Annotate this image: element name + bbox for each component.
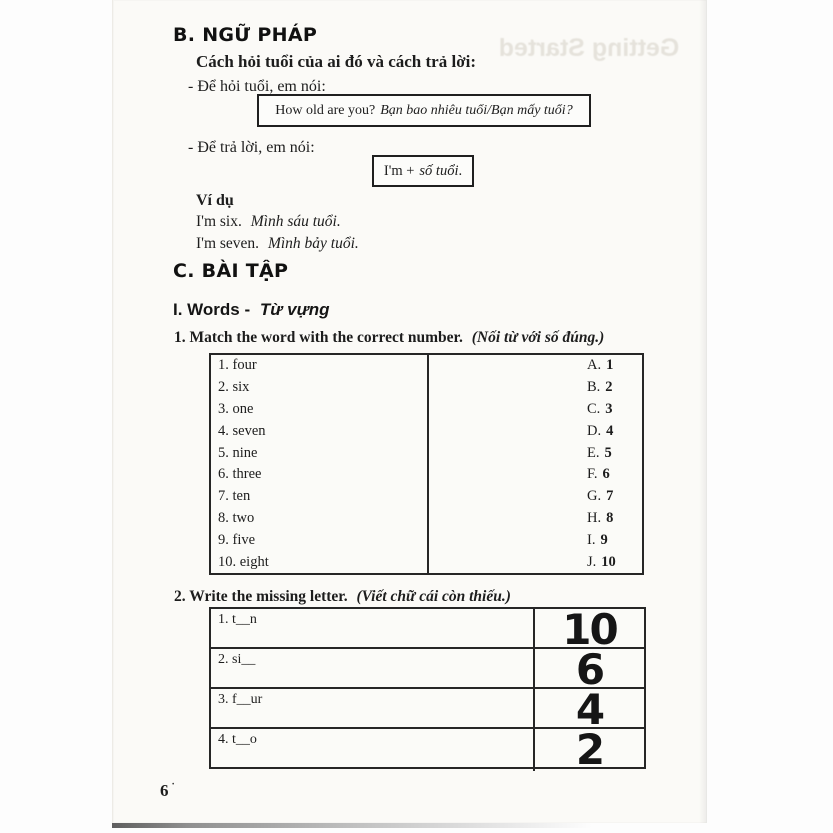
answer-cell: 10 <box>562 605 617 654</box>
match-number-cell <box>429 508 642 530</box>
match-word-cell: 8. two <box>218 509 255 526</box>
answer-cell: 6 <box>575 645 604 694</box>
section-c-heading: C. BÀI TẬP <box>173 260 289 282</box>
option-number: 2 <box>605 379 613 396</box>
answer-box-period: . <box>458 162 463 179</box>
option-letter: I. <box>587 531 596 548</box>
match-number-cell <box>429 355 642 377</box>
match-number-cell <box>429 420 642 442</box>
exercise1-title <box>174 329 604 347</box>
match-word-cell: 5. nine <box>218 444 258 461</box>
option-letter: G. <box>587 488 602 505</box>
match-word-cell: 10. eight <box>218 553 269 570</box>
option-letter: E. <box>587 444 600 461</box>
answer-cell: 4 <box>575 685 604 734</box>
table-row <box>211 605 644 654</box>
ask-instruction: - Để hỏi tuổi, em nói: <box>188 78 326 95</box>
match-word-cell: 3. one <box>218 400 254 417</box>
match-number-cell <box>429 399 642 421</box>
example-vietnamese: Mình sáu tuổi. <box>250 213 341 230</box>
example-vietnamese: Mình bảy tuổi. <box>267 235 359 252</box>
question-box <box>257 94 591 127</box>
words-subheading-vietnamese: Từ vựng <box>259 300 330 319</box>
example-line <box>196 235 359 253</box>
example-english: I'm seven. <box>196 235 260 252</box>
match-word-cell: 2. six <box>218 379 250 396</box>
table-row <box>211 645 644 694</box>
exercise2-title-english: 2. Write the missing letter. <box>174 588 348 605</box>
answer-box-english: I'm + <box>383 162 415 179</box>
option-number: 4 <box>606 422 614 439</box>
exercise1-title-english: 1. Match the word with the correct number. <box>174 329 463 346</box>
match-number-cell <box>429 486 642 508</box>
page-number <box>160 779 175 801</box>
match-number-cell <box>429 551 642 573</box>
answer-instruction: - Để trả lời, em nói: <box>188 139 315 156</box>
bleed-through-text: Getting Started <box>498 34 680 62</box>
table-row <box>211 685 644 734</box>
example-english: I'm six. <box>196 213 242 230</box>
prompt-cell: 3. f__ur <box>211 689 535 731</box>
prompt-cell: 1. t__n <box>211 609 535 651</box>
prompt-cell: 2. si__ <box>211 649 535 691</box>
option-letter: J. <box>587 553 597 570</box>
match-word-cell: 4. seven <box>218 422 266 439</box>
option-letter: B. <box>587 379 601 396</box>
match-number-cell <box>429 464 642 486</box>
answer-cell: 2 <box>575 725 604 774</box>
page-number-value: 6 <box>160 781 169 800</box>
exercise2-title <box>174 588 511 606</box>
match-word-cell: 7. ten <box>218 488 251 505</box>
option-letter: H. <box>587 509 602 526</box>
option-number: 8 <box>606 509 614 526</box>
example-heading: Ví dụ <box>196 192 234 209</box>
page-bottom-shadow <box>112 823 612 828</box>
question-box-vietnamese: Bạn bao nhiêu tuổi/Bạn mấy tuổi? <box>380 102 573 118</box>
words-subheading <box>173 300 329 320</box>
option-number: 7 <box>606 488 614 505</box>
table-row <box>211 725 644 774</box>
option-letter: A. <box>587 357 602 374</box>
match-word-cell: 6. three <box>218 466 262 483</box>
option-letter: D. <box>587 422 602 439</box>
option-number: 1 <box>606 357 614 374</box>
prompt-cell: 4. t__o <box>211 729 535 771</box>
match-table-numbers-column <box>429 355 642 573</box>
grammar-intro: Cách hỏi tuổi của ai đó và cách trả lời: <box>196 52 476 71</box>
match-word-cell: 1. four <box>218 357 257 374</box>
page-right-edge <box>699 0 707 823</box>
option-number: 5 <box>604 444 612 461</box>
exercise1-title-vietnamese: (Nối từ với số đúng.) <box>471 329 605 346</box>
words-subheading-english: I. Words - <box>173 300 251 319</box>
answer-box <box>372 155 474 187</box>
page-number-mark: · <box>171 779 175 790</box>
match-number-cell <box>429 442 642 464</box>
match-table <box>209 353 644 575</box>
missing-letter-table <box>209 605 646 774</box>
option-letter: F. <box>587 466 598 483</box>
match-number-cell <box>429 529 642 551</box>
option-number: 9 <box>600 531 608 548</box>
option-letter: C. <box>587 400 601 417</box>
question-box-english: How old are you? <box>275 102 376 118</box>
answer-box-vietnamese: số tuổi <box>419 162 459 179</box>
match-number-cell <box>429 377 642 399</box>
match-table-words-column <box>211 355 429 573</box>
section-b-heading: B. NGỮ PHÁP <box>173 24 318 46</box>
match-word-cell: 9. five <box>218 531 256 548</box>
option-number: 3 <box>605 400 613 417</box>
option-number: 6 <box>602 466 610 483</box>
option-number: 10 <box>601 553 616 570</box>
example-line <box>196 213 341 231</box>
scanned-book-page <box>112 0 707 823</box>
exercise2-title-vietnamese: (Viết chữ cái còn thiếu.) <box>356 588 511 605</box>
